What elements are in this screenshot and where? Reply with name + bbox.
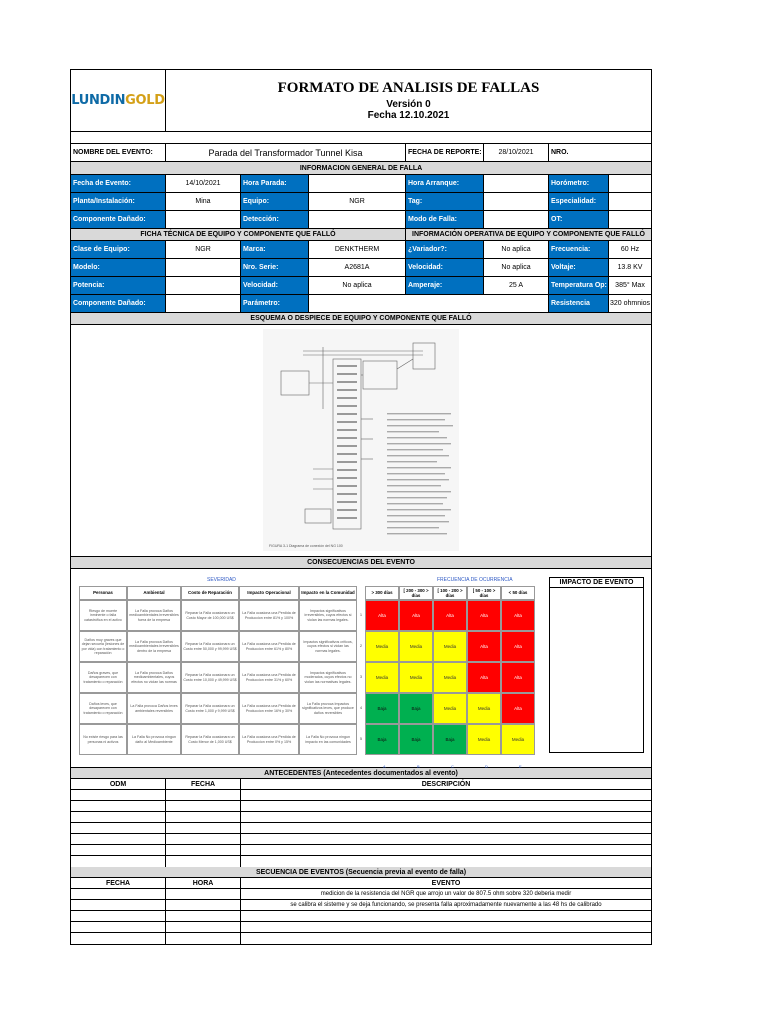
risk-matrix-area: [71, 569, 651, 768]
tag-label: Tag:: [406, 193, 484, 210]
ot-value[interactable]: [609, 211, 651, 228]
antecedentes-col-odm: ODM: [71, 779, 166, 789]
col-letter-a: A: [383, 764, 386, 769]
resistencia-value[interactable]: 320 ohmnios: [609, 300, 651, 307]
velocidad-label: Velocidad:: [406, 259, 484, 276]
modo-falla-value[interactable]: [484, 211, 549, 228]
general-section-header: [71, 162, 651, 175]
col-letter-c: C: [451, 764, 454, 769]
antecedentes-row: [71, 823, 651, 834]
secuencia-row: [71, 933, 651, 944]
risk-matrix-grid: [79, 586, 535, 755]
matrix-risk-cell: Baja: [365, 724, 399, 755]
modelo-label: Modelo:: [71, 259, 166, 276]
velocidad-value[interactable]: No aplica: [484, 259, 549, 276]
matrix-description-cell: La Falla ocasiona una Perdida de Produccion entre 31% y 60%: [239, 662, 299, 693]
matrix-description-cell: Reparar la Falla ocasionara un Costo entre 10,000 y 49,999 US$: [181, 662, 239, 693]
resistencia-label: Resistencia: [549, 295, 609, 312]
hora-arranque-label: Hora Arranque:: [406, 175, 484, 192]
col-letter-d: D: [485, 764, 488, 769]
form-title-block: [166, 70, 651, 131]
secuencia-hora-cell[interactable]: [166, 889, 241, 899]
matrix-risk-cell: Alta: [501, 662, 535, 693]
tech-row-1: [71, 241, 651, 259]
antecedentes-row: [71, 834, 651, 845]
voltaje-value[interactable]: 13.8 KV: [617, 264, 643, 271]
matrix-description-cell: Reparar la Falla ocasionara un Costo entre 1,000 y 9,999 US$: [181, 693, 239, 724]
secuencia-evento-cell[interactable]: medicion de la resistencia del NGR que arrojo un valor de 807.5 ohm sobre 320 deberia medir: [320, 891, 572, 897]
matrix-description-cell: Impactos significativos moderados, cuyos efectos no violan las normativas legales.: [299, 662, 357, 693]
general-row-3: [71, 211, 651, 229]
tech-row-3: [71, 277, 651, 295]
matrix-risk-cell: Media: [467, 693, 501, 724]
variador-value[interactable]: No aplica: [484, 241, 549, 258]
antecedentes-descripcion-cell[interactable]: [241, 801, 651, 811]
clase-equipo-label: Clase de Equipo:: [71, 241, 166, 258]
antecedentes-descripcion-cell[interactable]: [241, 790, 651, 800]
matrix-description-cell: La Falla provoca Impactos significativos leves, que produce daños reversibles: [299, 693, 357, 724]
matrix-header-spacer: [357, 586, 365, 600]
matrix-row-number: 4: [359, 705, 363, 711]
consequences-section-title: CONSECUENCIAS DEL EVENTO: [71, 557, 651, 568]
antecedentes-row: [71, 856, 651, 867]
marca-value[interactable]: DENKTHERM: [309, 241, 406, 258]
matrix-header-freq-b: [ 200 - 300 > días: [399, 586, 433, 600]
event-name-value[interactable]: Parada del Transformador Tunnel Kisa: [166, 144, 406, 161]
matrix-risk-cell: Media: [501, 724, 535, 755]
matrix-risk-cell: Alta: [467, 600, 501, 631]
planta-value[interactable]: Mina: [166, 193, 241, 210]
general-section-title: INFORMACION GENERAL DE FALLA: [71, 162, 651, 174]
matrix-risk-cell: Media: [399, 662, 433, 693]
matrix-header-freq-c: [ 100 - 200 > días: [433, 586, 467, 600]
matrix-risk-cell: Media: [399, 631, 433, 662]
matrix-header-costo: Costo de Reparación: [181, 586, 239, 600]
especialidad-value[interactable]: [609, 193, 651, 210]
schema-section-header: [71, 313, 651, 325]
componente2-label: Componente Dañado:: [71, 295, 166, 312]
form-title: FORMATO DE ANALISIS DE FALLAS: [277, 80, 540, 96]
col-letter-e: E: [519, 764, 522, 769]
velocidad2-label: Velocidad:: [241, 277, 309, 294]
event-row: [71, 144, 651, 162]
hora-parada-value[interactable]: [309, 175, 406, 192]
antecedentes-fecha-cell[interactable]: [166, 845, 241, 855]
matrix-description-cell: La Falla ocasiona una Perdida de Produccion entre 81% y 100%: [239, 600, 299, 631]
report-date-label: FECHA DE REPORTE:: [406, 144, 484, 161]
frequency-label: FRECUENCIA DE OCURRENCIA: [437, 577, 513, 583]
tech-section-right: INFORMACIÓN OPERATIVA DE EQUIPO Y COMPONENTE QUE FALLÓ: [406, 229, 651, 240]
matrix-risk-cell: Media: [365, 631, 399, 662]
antecedentes-col-fecha: FECHA: [166, 779, 241, 789]
secuencia-col-fecha: FECHA: [71, 878, 166, 888]
severity-label: SEVERIDAD: [207, 577, 236, 583]
fecha-evento-value[interactable]: 14/10/2021: [166, 175, 241, 192]
matrix-risk-cell: Baja: [365, 693, 399, 724]
tech-section-header: [71, 229, 651, 241]
modo-falla-label: Modo de Falla:: [406, 211, 484, 228]
variador-label: ¿Variador?:: [406, 241, 484, 258]
secuencia-fecha-cell[interactable]: [71, 900, 166, 910]
secuencia-fecha-cell[interactable]: [71, 911, 166, 921]
form-date: Fecha 12.10.2021: [367, 110, 450, 121]
antecedentes-odm-cell[interactable]: [71, 856, 166, 867]
secuencia-col-evento: EVENTO: [431, 879, 461, 887]
matrix-description-cell: Riesgo de muerte inminente o falla catastrófica en el activo: [79, 600, 127, 631]
matrix-row-number: 3: [359, 674, 363, 680]
matrix-risk-cell: Alta: [433, 600, 467, 631]
nro-label: NRO.: [551, 149, 569, 156]
temperatura-value[interactable]: 385° Max: [615, 282, 645, 289]
matrix-risk-cell: Alta: [467, 631, 501, 662]
matrix-description-cell: Daños leves, que desaparecen con tratamiento o reparación: [79, 693, 127, 724]
amperaje-label: Amperaje:: [406, 277, 484, 294]
matrix-header-freq-e: < 50 días: [501, 586, 535, 600]
antecedentes-section-header: [71, 768, 651, 779]
antecedentes-row: [71, 845, 651, 856]
antecedentes-fecha-cell[interactable]: [166, 856, 241, 867]
nro-serie-label: Nro. Serie:: [241, 259, 309, 276]
secuencia-fecha-cell[interactable]: [71, 933, 166, 944]
parametro-label: Parámetro:: [241, 295, 309, 312]
impact-title: IMPACTO DE EVENTO: [550, 578, 643, 588]
antecedentes-fecha-cell[interactable]: [166, 823, 241, 833]
frecuencia-value[interactable]: 60 Hz: [620, 246, 640, 253]
antecedentes-odm-cell[interactable]: [71, 823, 166, 833]
tech-row-2: [71, 259, 651, 277]
componente-label: Componente Dañado:: [71, 211, 166, 228]
matrix-row: [79, 724, 535, 755]
fecha-evento-label: Fecha de Evento:: [71, 175, 166, 192]
antecedentes-fecha-cell[interactable]: [166, 801, 241, 811]
matrix-risk-cell: Media: [433, 693, 467, 724]
secuencia-hora-cell[interactable]: [166, 911, 241, 921]
secuencia-evento-cell[interactable]: [241, 911, 651, 921]
antecedentes-descripcion-cell[interactable]: [241, 856, 651, 867]
secuencia-row: [71, 900, 651, 911]
matrix-risk-cell: Alta: [501, 693, 535, 724]
frecuencia-label: Frecuencia:: [549, 241, 609, 258]
tag-value[interactable]: [484, 193, 549, 210]
form-version: Versión 0: [386, 99, 431, 110]
ot-label: OT:: [549, 211, 609, 228]
secuencia-col-hora: HORA: [166, 878, 241, 888]
secuencia-header-row: [71, 878, 651, 889]
general-row-1: [71, 175, 651, 193]
antecedentes-odm-cell[interactable]: [71, 812, 166, 822]
potencia-label: Potencia:: [71, 277, 166, 294]
matrix-row: [79, 600, 535, 631]
deteccion-label: Detección:: [241, 211, 309, 228]
secuencia-row: [71, 889, 651, 900]
matrix-description-cell: La Falla ocasiona una Perdida de Produccion entre 16% y 30%: [239, 693, 299, 724]
antecedentes-row: [71, 801, 651, 812]
componente-value[interactable]: [166, 211, 241, 228]
event-name-label: NOMBRE DEL EVENTO:: [71, 144, 166, 161]
equipo-value[interactable]: NGR: [309, 193, 406, 210]
matrix-risk-cell: Baja: [399, 724, 433, 755]
matrix-description-cell: La Falla No provoca ningun impacto en las comunidades: [299, 724, 357, 755]
matrix-description-cell: La Falla ocasiona una Perdida de Produccion entre 61% y 80%: [239, 631, 299, 662]
secuencia-section-title: SECUENCIA DE EVENTOS (Secuencia previa al evento de falla): [71, 867, 651, 877]
matrix-description-cell: La Falla provoca Daños leves ambientales reversibles: [127, 693, 181, 724]
matrix-risk-cell: Media: [467, 724, 501, 755]
horometro-label: Horómetro:: [549, 175, 609, 192]
matrix-row: [79, 631, 535, 662]
antecedentes-descripcion-cell[interactable]: [241, 845, 651, 855]
matrix-description-cell: La Falla provoca Daños medioambientales irreversibles dentro de la empresa: [127, 631, 181, 662]
temperatura-label: Temperatura Op:: [549, 277, 609, 294]
matrix-row-number: 5: [359, 736, 363, 742]
hora-arranque-value[interactable]: [484, 175, 549, 192]
secuencia-row: [71, 911, 651, 922]
matrix-header-ambiental: Ambiental: [127, 586, 181, 600]
matrix-description-cell: Impactos significativos críticos, cuyos efectos si violan las normas legales.: [299, 631, 357, 662]
diagram-caption: FIGURA 3-1 Diagrama de conexión del NG 100: [269, 544, 343, 548]
deteccion-value[interactable]: [309, 211, 406, 228]
matrix-body: [79, 600, 535, 755]
secuencia-hora-cell[interactable]: [166, 922, 241, 932]
matrix-description-cell: La Falla provoca Daños medioambientales irreversibles fuera de la empresa: [127, 600, 181, 631]
nro-serie-value[interactable]: A2681A: [309, 259, 406, 276]
matrix-row-number: 1: [359, 612, 363, 618]
matrix-description-cell: Daños graves, que desaparecen con tratamiento o reparación: [79, 662, 127, 693]
antecedentes-odm-cell[interactable]: [71, 834, 166, 844]
clase-equipo-value[interactable]: NGR: [166, 241, 241, 258]
matrix-description-cell: La Falla No provoca ningun daño al Medioambiente: [127, 724, 181, 755]
matrix-description-cell: La Falla provoca Daños medioambientales, cuyos efectos no violan las normas: [127, 662, 181, 693]
antecedentes-fecha-cell[interactable]: [166, 834, 241, 844]
matrix-row: [79, 693, 535, 724]
antecedentes-odm-cell[interactable]: [71, 845, 166, 855]
report-date-value[interactable]: 28/10/2021: [484, 144, 549, 161]
form-header: [71, 70, 651, 132]
matrix-header-freq-a: > 300 días: [365, 586, 399, 600]
modelo-value[interactable]: [166, 259, 241, 276]
logo-text-gold: GOLD: [125, 93, 165, 108]
potencia-value[interactable]: [166, 277, 241, 294]
parametro-value[interactable]: [309, 295, 549, 312]
amperaje-value[interactable]: 25 A: [484, 277, 549, 294]
matrix-description-cell: No existe riesgo para las personas ni activos: [79, 724, 127, 755]
matrix-risk-cell: Media: [365, 662, 399, 693]
wiring-diagram-icon: [263, 329, 459, 551]
matrix-risk-cell: Alta: [501, 600, 535, 631]
company-logo: [71, 70, 166, 131]
matrix-risk-cell: Media: [433, 662, 467, 693]
equipo-label: Equipo:: [241, 193, 309, 210]
matrix-description-cell: Reparar la Falla ocasionara un Costo Menor de 1,000 US$: [181, 724, 239, 755]
wiring-diagram-image: [263, 329, 459, 551]
spacer: [71, 132, 651, 144]
antecedentes-odm-cell[interactable]: [71, 801, 166, 811]
matrix-description-cell: Daños muy graves que dejan secuela (lesiones de por vida) con tratamiento o reparación: [79, 631, 127, 662]
consequences-section-header: [71, 557, 651, 569]
schema-area: [71, 325, 651, 557]
secuencia-evento-cell[interactable]: [241, 922, 651, 932]
matrix-description-cell: Impactos significativos irreversibles, cuyos efectos si violan las normas legales.: [299, 600, 357, 631]
matrix-description-cell: La Falla ocasiona una Perdida de Produccion entre 0% y 15%: [239, 724, 299, 755]
planta-label: Planta/Instalación:: [71, 193, 166, 210]
antecedentes-descripcion-cell[interactable]: [241, 823, 651, 833]
antecedentes-descripcion-cell[interactable]: [241, 834, 651, 844]
antecedentes-row: [71, 790, 651, 801]
marca-label: Marca:: [241, 241, 309, 258]
horometro-value[interactable]: [609, 175, 651, 192]
matrix-header-freq-d: [ 50 - 100 > días: [467, 586, 501, 600]
matrix-description-cell: Reparar la Falla ocasionara un Costo Mayor de 100,000 US$: [181, 600, 239, 631]
failure-analysis-form: [70, 69, 652, 945]
matrix-row: [79, 662, 535, 693]
general-row-2: [71, 193, 651, 211]
secuencia-hora-cell[interactable]: [166, 933, 241, 944]
matrix-header-impacto-operacional: Impacto Operacional: [239, 586, 299, 600]
matrix-risk-cell: Alta: [399, 600, 433, 631]
matrix-risk-cell: Media: [433, 631, 467, 662]
secuencia-fecha-cell[interactable]: [71, 889, 166, 899]
matrix-header-comunidad: Impacto en la Comunidad: [299, 586, 357, 600]
matrix-risk-cell: Alta: [501, 631, 535, 662]
logo-text-lundin: LUNDIN: [71, 93, 126, 108]
antecedentes-header-row: [71, 779, 651, 790]
matrix-header-row: [79, 586, 535, 600]
matrix-row-number: 2: [359, 643, 363, 649]
voltaje-label: Voltaje:: [549, 259, 609, 276]
antecedentes-fecha-cell[interactable]: [166, 790, 241, 800]
tech-row-4: [71, 295, 651, 313]
matrix-risk-cell: Alta: [365, 600, 399, 631]
secuencia-row: [71, 922, 651, 933]
col-letter-b: B: [417, 764, 420, 769]
matrix-description-cell: Reparar la Falla ocasionara un Costo entre 50,000 y 99,999 US$: [181, 631, 239, 662]
especialidad-label: Especialidad:: [549, 193, 609, 210]
secuencia-fecha-cell[interactable]: [71, 922, 166, 932]
antecedentes-odm-cell[interactable]: [71, 790, 166, 800]
impact-box: [549, 577, 644, 753]
tech-section-left: FICHA TÉCNICA DE EQUIPO Y COMPONENTE QUE FALLÓ: [71, 229, 406, 240]
schema-section-title: ESQUEMA O DESPIECE DE EQUIPO Y COMPONENTE QUE FALLÓ: [71, 313, 651, 324]
hora-parada-label: Hora Parada:: [241, 175, 309, 192]
antecedentes-col-descripcion: DESCRIPCIÓN: [421, 780, 471, 788]
antecedentes-fecha-cell[interactable]: [166, 812, 241, 822]
antecedentes-descripcion-cell[interactable]: [241, 812, 651, 822]
antecedentes-row: [71, 812, 651, 823]
secuencia-hora-cell[interactable]: [166, 900, 241, 910]
matrix-risk-cell: Alta: [467, 662, 501, 693]
antecedentes-section-title: ANTECEDENTES (Antecedentes documentados al evento): [71, 768, 651, 778]
secuencia-evento-cell[interactable]: se calibra el sisteme y se deja funcionando, se presenta falla aproximadamente nuevamente a las 48 hs de calibrado: [290, 902, 602, 908]
velocidad2-value[interactable]: No aplica: [309, 277, 406, 294]
antecedentes-rows: [71, 790, 651, 867]
matrix-header-personas: Personas: [79, 586, 127, 600]
componente2-value[interactable]: [166, 295, 241, 312]
secuencia-section-header: [71, 867, 651, 878]
matrix-risk-cell: Baja: [399, 693, 433, 724]
matrix-risk-cell: Baja: [433, 724, 467, 755]
secuencia-evento-cell[interactable]: [241, 933, 651, 944]
